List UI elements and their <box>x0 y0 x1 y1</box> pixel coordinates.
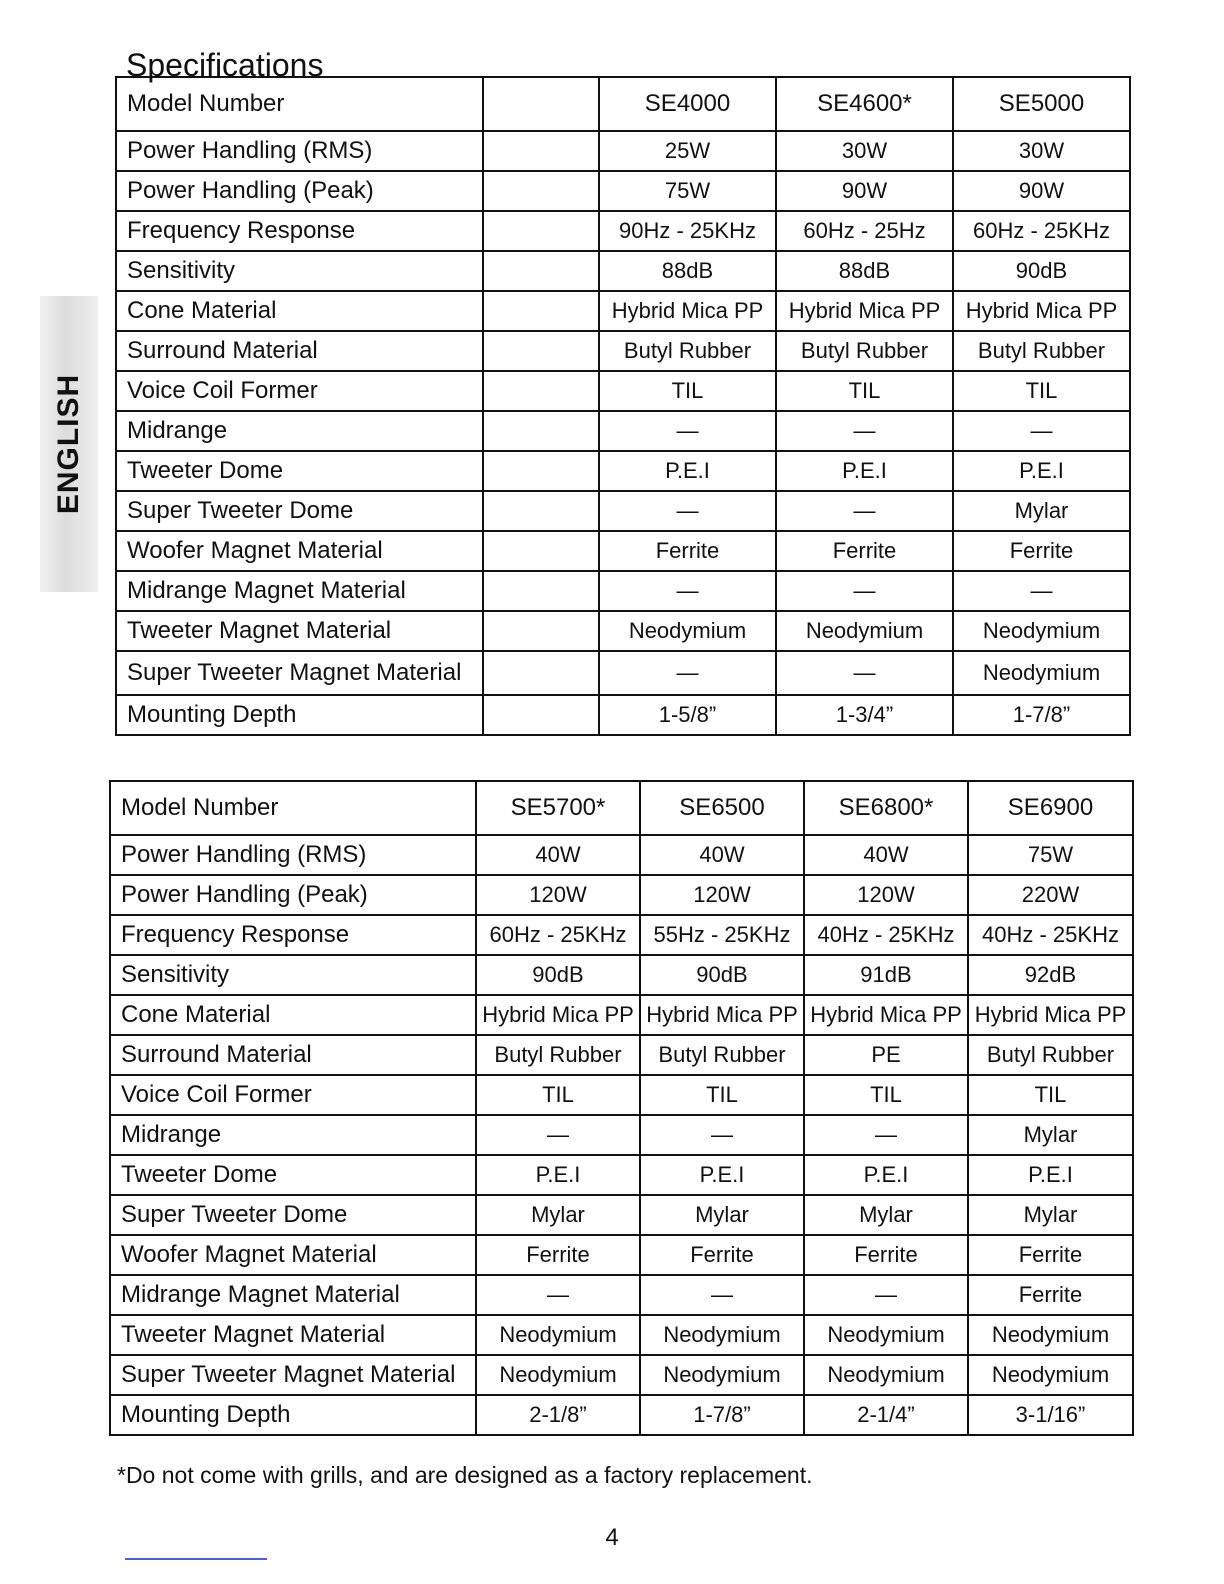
table-cell: TIL <box>953 371 1130 411</box>
table-cell: P.E.I <box>953 451 1130 491</box>
row-label: Voice Coil Former <box>110 1075 476 1115</box>
table-cell: Hybrid Mica PP <box>953 291 1130 331</box>
row-label: Super Tweeter Magnet Material <box>110 1355 476 1395</box>
empty-cell <box>483 611 599 651</box>
row-label: Midrange <box>116 411 483 451</box>
table-row <box>116 131 1130 171</box>
table-cell: 3-1/16” <box>968 1395 1133 1435</box>
table-cell: Mylar <box>804 1195 968 1235</box>
table-cell: 88dB <box>599 251 776 291</box>
table-row <box>116 695 1130 735</box>
table-cell: Butyl Rubber <box>599 331 776 371</box>
table-row <box>116 491 1130 531</box>
table-cell: Ferrite <box>953 531 1130 571</box>
table-cell: Ferrite <box>640 1235 804 1275</box>
table-row <box>116 651 1130 695</box>
table-cell: Neodymium <box>804 1355 968 1395</box>
table-cell: Neodymium <box>776 611 953 651</box>
table-cell: Neodymium <box>476 1355 640 1395</box>
table-cell: — <box>640 1115 804 1155</box>
table-row <box>110 1155 1133 1195</box>
row-label: Woofer Magnet Material <box>110 1235 476 1275</box>
table-cell: Neodymium <box>804 1315 968 1355</box>
table-row <box>110 875 1133 915</box>
table-cell: Butyl Rubber <box>953 331 1130 371</box>
table-cell: TIL <box>804 1075 968 1115</box>
row-label: Midrange <box>110 1115 476 1155</box>
header-cell: SE4000 <box>599 77 776 131</box>
row-label: Power Handling (Peak) <box>110 875 476 915</box>
header-cell: SE5700* <box>476 781 640 835</box>
table-cell: Neodymium <box>599 611 776 651</box>
table-cell: Neodymium <box>968 1315 1133 1355</box>
row-label: Power Handling (Peak) <box>116 171 483 211</box>
table-row <box>110 955 1133 995</box>
empty-cell <box>483 211 599 251</box>
empty-cell <box>483 131 599 171</box>
table-cell: Hybrid Mica PP <box>599 291 776 331</box>
table-cell: 1-3/4” <box>776 695 953 735</box>
table-cell: Hybrid Mica PP <box>804 995 968 1035</box>
table-cell: 1-7/8” <box>953 695 1130 735</box>
table-cell: 40Hz - 25KHz <box>968 915 1133 955</box>
table-cell: P.E.I <box>804 1155 968 1195</box>
table-cell: 90dB <box>476 955 640 995</box>
empty-cell <box>483 651 599 695</box>
table-cell: 220W <box>968 875 1133 915</box>
row-label: Power Handling (RMS) <box>110 835 476 875</box>
table-row <box>110 1275 1133 1315</box>
table-cell: — <box>776 411 953 451</box>
table-row <box>110 1115 1133 1155</box>
table-cell: Hybrid Mica PP <box>640 995 804 1035</box>
table-cell: P.E.I <box>968 1155 1133 1195</box>
spec-table-1 <box>115 76 1131 736</box>
row-label: Frequency Response <box>110 915 476 955</box>
table-row <box>116 291 1130 331</box>
table-cell: Ferrite <box>968 1275 1133 1315</box>
empty-cell <box>483 251 599 291</box>
table-cell: 92dB <box>968 955 1133 995</box>
empty-cell <box>483 451 599 491</box>
table-cell: 2-1/4” <box>804 1395 968 1435</box>
table-cell: 75W <box>599 171 776 211</box>
table-cell: Mylar <box>968 1195 1133 1235</box>
row-label: Super Tweeter Magnet Material <box>116 651 483 695</box>
row-label: Tweeter Dome <box>110 1155 476 1195</box>
table-cell: — <box>476 1275 640 1315</box>
table-cell: Neodymium <box>968 1355 1133 1395</box>
table-row <box>116 411 1130 451</box>
table-row <box>116 251 1130 291</box>
table-cell: — <box>804 1275 968 1315</box>
table-cell: Hybrid Mica PP <box>476 995 640 1035</box>
row-label: Cone Material <box>116 291 483 331</box>
header-cell: Model Number <box>116 77 483 131</box>
table-header-row <box>116 77 1130 131</box>
empty-cell <box>483 695 599 735</box>
row-label: Tweeter Magnet Material <box>110 1315 476 1355</box>
table-cell: 60Hz - 25Hz <box>776 211 953 251</box>
table-cell: Butyl Rubber <box>776 331 953 371</box>
row-label: Super Tweeter Dome <box>116 491 483 531</box>
table-cell: 40W <box>804 835 968 875</box>
table-cell: 75W <box>968 835 1133 875</box>
table-row <box>116 571 1130 611</box>
table-cell: — <box>640 1275 804 1315</box>
table-cell: 40W <box>476 835 640 875</box>
table-cell: 120W <box>640 875 804 915</box>
row-label: Surround Material <box>116 331 483 371</box>
table-row <box>110 915 1133 955</box>
table-row <box>110 1315 1133 1355</box>
row-label: Cone Material <box>110 995 476 1035</box>
table-cell: 60Hz - 25KHz <box>476 915 640 955</box>
table-cell: Neodymium <box>953 611 1130 651</box>
table-cell: Ferrite <box>599 531 776 571</box>
page-number: 4 <box>605 1524 619 1551</box>
header-cell <box>483 77 599 131</box>
table-cell: P.E.I <box>640 1155 804 1195</box>
row-label: Tweeter Dome <box>116 451 483 491</box>
table-cell: 90W <box>953 171 1130 211</box>
table-cell: — <box>599 571 776 611</box>
table-cell: Butyl Rubber <box>640 1035 804 1075</box>
table-cell: PE <box>804 1035 968 1075</box>
table-cell: 91dB <box>804 955 968 995</box>
table-cell: 25W <box>599 131 776 171</box>
table-cell: — <box>953 571 1130 611</box>
row-label: Sensitivity <box>110 955 476 995</box>
table-cell: 55Hz - 25KHz <box>640 915 804 955</box>
table-cell: — <box>776 491 953 531</box>
language-tab-label: ENGLISH <box>52 373 85 515</box>
table-cell: — <box>776 651 953 695</box>
table-cell: — <box>804 1115 968 1155</box>
table-cell: Mylar <box>476 1195 640 1235</box>
row-label: Mounting Depth <box>116 695 483 735</box>
row-label: Surround Material <box>110 1035 476 1075</box>
header-cell: SE5000 <box>953 77 1130 131</box>
header-cell: SE6800* <box>804 781 968 835</box>
table-cell: Butyl Rubber <box>968 1035 1133 1075</box>
table-cell: — <box>599 411 776 451</box>
table-row <box>116 611 1130 651</box>
empty-cell <box>483 491 599 531</box>
empty-cell <box>483 331 599 371</box>
table-row <box>116 331 1130 371</box>
table-cell: Neodymium <box>476 1315 640 1355</box>
empty-cell <box>483 571 599 611</box>
header-cell: SE6900 <box>968 781 1133 835</box>
language-side-tab <box>40 296 98 592</box>
header-cell: Model Number <box>110 781 476 835</box>
table-cell: — <box>776 571 953 611</box>
footnote: *Do not come with grills, and are designed as a factory replacement. <box>117 1462 813 1488</box>
table-cell: — <box>599 651 776 695</box>
row-label: Power Handling (RMS) <box>116 131 483 171</box>
table-row <box>116 451 1130 491</box>
table-cell: 30W <box>953 131 1130 171</box>
row-label: Woofer Magnet Material <box>116 531 483 571</box>
table-cell: 1-5/8” <box>599 695 776 735</box>
table-cell: P.E.I <box>599 451 776 491</box>
empty-cell <box>483 411 599 451</box>
table-cell: 90Hz - 25KHz <box>599 211 776 251</box>
table-cell: TIL <box>640 1075 804 1115</box>
table-cell: P.E.I <box>476 1155 640 1195</box>
table-cell: Hybrid Mica PP <box>968 995 1133 1035</box>
header-cell: SE4600* <box>776 77 953 131</box>
table-cell: Mylar <box>968 1115 1133 1155</box>
table-row <box>116 371 1130 411</box>
bottom-divider <box>125 1558 267 1560</box>
table-cell: — <box>599 491 776 531</box>
table-cell: 90dB <box>640 955 804 995</box>
table-cell: 40W <box>640 835 804 875</box>
table-cell: TIL <box>968 1075 1133 1115</box>
header-cell: SE6500 <box>640 781 804 835</box>
table-row <box>116 171 1130 211</box>
table-cell: 120W <box>476 875 640 915</box>
empty-cell <box>483 171 599 211</box>
table-cell: Mylar <box>953 491 1130 531</box>
table-row <box>110 835 1133 875</box>
table-cell: 60Hz - 25KHz <box>953 211 1130 251</box>
table-cell: 40Hz - 25KHz <box>804 915 968 955</box>
row-label: Tweeter Magnet Material <box>116 611 483 651</box>
table-cell: Neodymium <box>640 1315 804 1355</box>
row-label: Voice Coil Former <box>116 371 483 411</box>
page-title: Specifications <box>126 47 324 84</box>
table-cell: Neodymium <box>640 1355 804 1395</box>
table-cell: Ferrite <box>804 1235 968 1275</box>
table-cell: TIL <box>599 371 776 411</box>
table-cell: 88dB <box>776 251 953 291</box>
table-header-row <box>110 781 1133 835</box>
table-cell: — <box>476 1115 640 1155</box>
table-cell: TIL <box>776 371 953 411</box>
table-row <box>110 1035 1133 1075</box>
table-row <box>110 1355 1133 1395</box>
table-row <box>110 995 1133 1035</box>
table-cell: 120W <box>804 875 968 915</box>
table-cell: 1-7/8” <box>640 1395 804 1435</box>
table-cell: Ferrite <box>968 1235 1133 1275</box>
table-cell: Butyl Rubber <box>476 1035 640 1075</box>
table-cell: 90W <box>776 171 953 211</box>
row-label: Mounting Depth <box>110 1395 476 1435</box>
table-cell: Neodymium <box>953 651 1130 695</box>
table-cell: 30W <box>776 131 953 171</box>
row-label: Sensitivity <box>116 251 483 291</box>
table-row <box>116 211 1130 251</box>
table-cell: Mylar <box>640 1195 804 1235</box>
table-row <box>110 1075 1133 1115</box>
table-cell: P.E.I <box>776 451 953 491</box>
table-row <box>116 531 1130 571</box>
table-cell: Ferrite <box>776 531 953 571</box>
table-cell: 2-1/8” <box>476 1395 640 1435</box>
table-row <box>110 1195 1133 1235</box>
empty-cell <box>483 291 599 331</box>
row-label: Super Tweeter Dome <box>110 1195 476 1235</box>
table-row <box>110 1235 1133 1275</box>
table-cell: TIL <box>476 1075 640 1115</box>
spec-table-2 <box>109 780 1134 1436</box>
table-row <box>110 1395 1133 1435</box>
table-cell: Hybrid Mica PP <box>776 291 953 331</box>
row-label: Frequency Response <box>116 211 483 251</box>
empty-cell <box>483 531 599 571</box>
row-label: Midrange Magnet Material <box>110 1275 476 1315</box>
table-cell: 90dB <box>953 251 1130 291</box>
table-cell: — <box>953 411 1130 451</box>
table-cell: Ferrite <box>476 1235 640 1275</box>
row-label: Midrange Magnet Material <box>116 571 483 611</box>
empty-cell <box>483 371 599 411</box>
